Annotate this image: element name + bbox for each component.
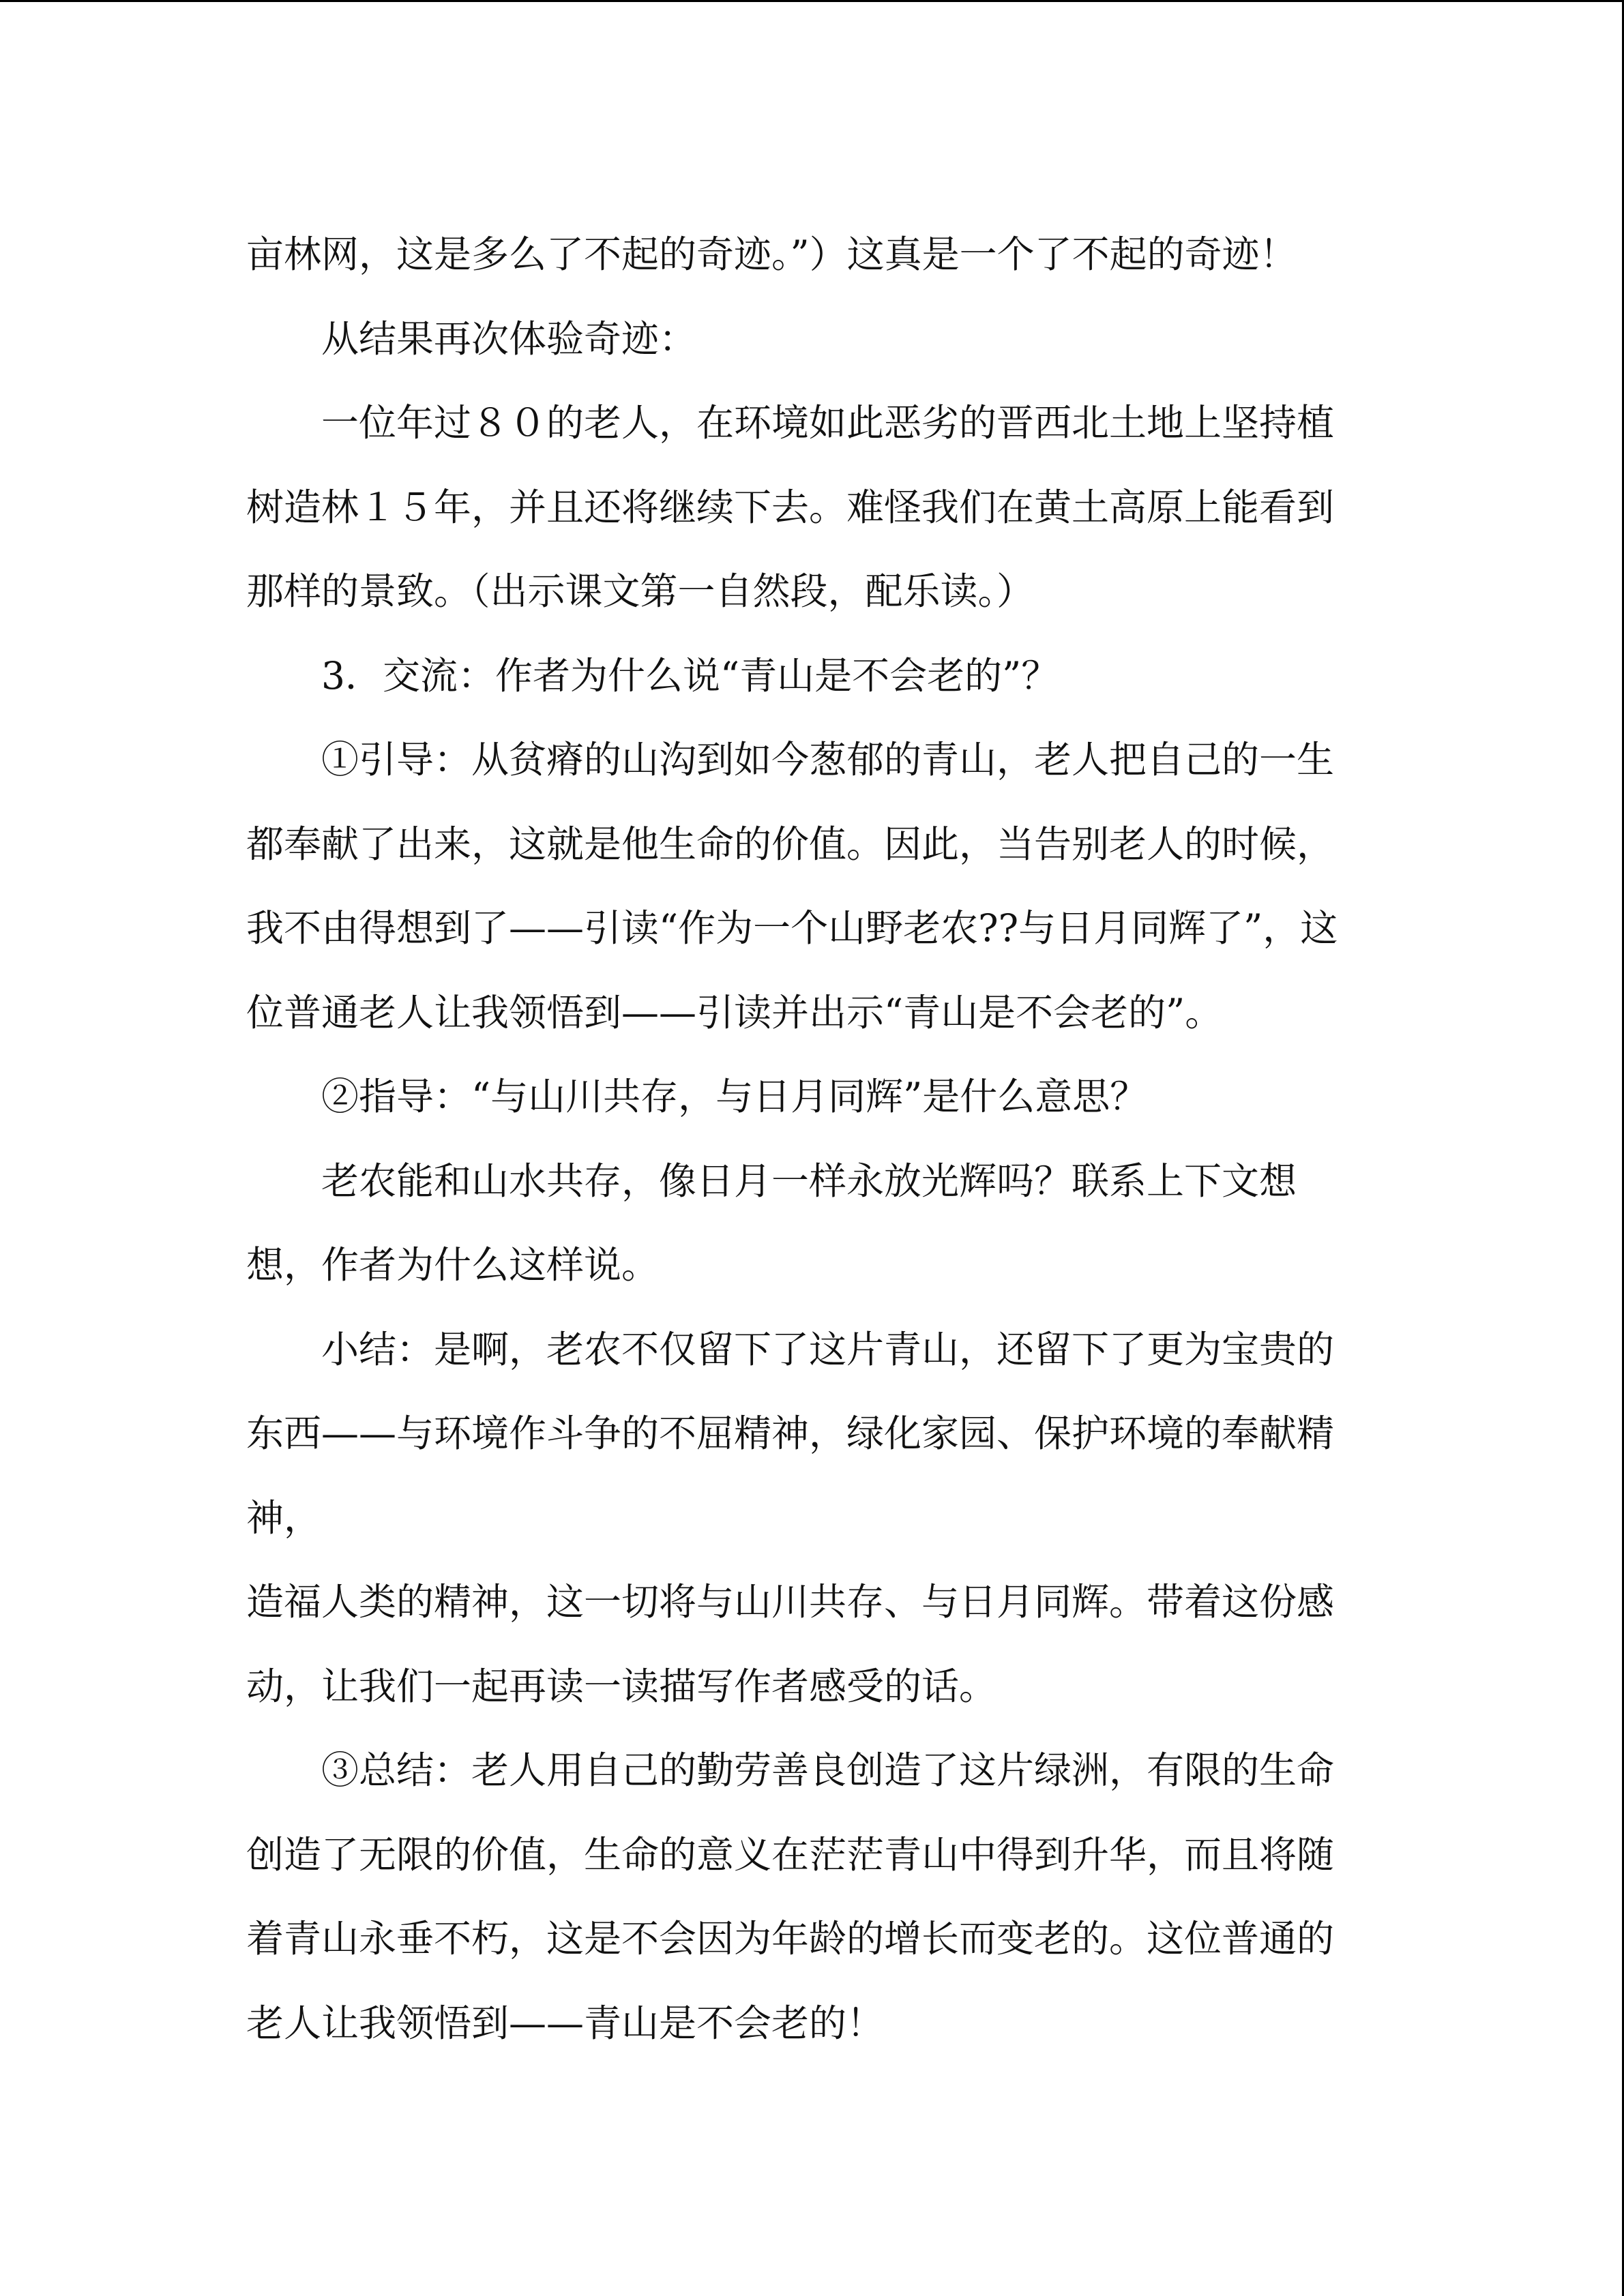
text-line: 想，作者为什么这样说。 xyxy=(246,1243,660,1287)
text-line: ①引导：从贫瘠的山沟到如今葱郁的青山，老人把自己的一生 xyxy=(321,738,1335,781)
text-line: 亩林网，这是多么了不起的奇迹。”）这真是一个了不起的奇迹！ xyxy=(246,233,1297,276)
text-line: 动，让我们一起再读一读描写作者感受的话。 xyxy=(246,1664,997,1708)
text-line: 创造了无限的价值，生命的意义在茫茫青山中得到升华，而且将随 xyxy=(246,1832,1335,1877)
text-line: 小结：是啊，老农不仅留下了这片青山，还留下了更为宝贵的 xyxy=(321,1327,1335,1371)
text-line: 那样的景致。（出示课文第一自然段，配乐读。） xyxy=(246,569,1035,613)
text-line: 造福人类的精神，这一切将与山川共存、与日月同辉。带着这份感 xyxy=(246,1580,1335,1624)
text-line: 我不由得想到了——引读“作为一个山野老农??与日月同辉了”，这 xyxy=(246,906,1338,950)
text-line: 东西——与环境作斗争的不屈精神，绿化家园、保护环境的奉献精 xyxy=(246,1412,1335,1455)
text-line: 树造林１５年，并且还将继续下去。难怪我们在黄土高原上能看到 xyxy=(246,485,1335,529)
text-line: ③总结：老人用自己的勤劳善良创造了这片绿洲，有限的生命 xyxy=(321,1748,1335,1792)
text-line: 老农能和山水共存，像日月一样永放光辉吗？联系上下文想 xyxy=(321,1159,1297,1203)
text-line: 着青山永垂不朽，这是不会因为年龄的增长而变老的。这位普通的 xyxy=(246,1917,1335,1960)
text-line: 老人让我领悟到——青山是不会老的！ xyxy=(246,2001,885,2045)
text-line: 位普通老人让我领悟到——引读并出示“青山是不会老的”。 xyxy=(246,990,1223,1034)
text-line: 从结果再次体验奇迹： xyxy=(321,316,697,361)
document-body xyxy=(246,213,1372,2066)
text-line: 一位年过８０的老人，在环境如此恶劣的晋西北土地上坚持植 xyxy=(321,401,1335,445)
text-line: ②指导：“与山川共存，与日月同辉”是什么意思？ xyxy=(321,1075,1148,1118)
page-border-top xyxy=(0,0,1624,2)
text-line: 3．交流：作者为什么说“青山是不会老的”？ xyxy=(321,653,1059,698)
text-line: 神， xyxy=(246,1495,322,1540)
text-line: 都奉献了出来，这就是他生命的价值。因此，当告别老人的时候， xyxy=(246,822,1335,866)
